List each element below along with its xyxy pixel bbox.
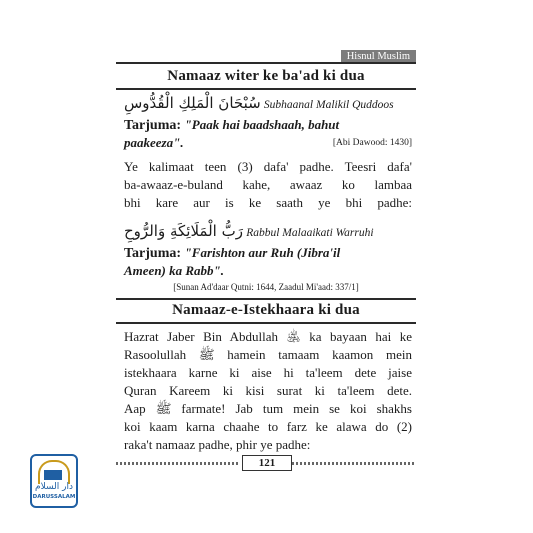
istekhaara-line-7: raka't namaaz padhe, phir ye padhe: <box>124 437 311 452</box>
reference-abi-dawood: [Abi Dawood: 1430] <box>332 138 412 148</box>
dua1-arabic: سُبْحَانَ الْمَلِكِ الْقُدُّوسِ <box>124 94 261 112</box>
body-line-2: ba-awaaz-e-buland kahe, awaaz ko lambaa <box>124 177 412 192</box>
footer-ornament-right <box>292 462 416 465</box>
istekhaara-line-4: Quran Kareem ki kisi surat ki ta'leem dete. <box>124 383 412 398</box>
istekhaara-line-1: Hazrat Jaber Bin Abdullah ﵁ ka bayaan hai ke <box>124 329 412 344</box>
tarjuma1-text1: "Paak hai baadshaah, bahut <box>184 117 340 132</box>
logo-arabic-text: دار السلام <box>35 482 73 492</box>
dua1-line <box>124 94 412 114</box>
tarjuma1-text2: paakeeza". <box>124 135 184 150</box>
istekhaara-line-6: koi kaam karna chaahe to farz ke alawa do (2) <box>124 419 412 434</box>
header-rule <box>116 62 416 64</box>
section-divider <box>116 298 416 300</box>
body-line-3: bhi kare aur is ke saath ye bhi padhe: <box>124 195 412 210</box>
tarjuma2-line2 <box>124 262 412 280</box>
dua1-transliteration: Subhaanal Malikil Quddoos <box>263 99 394 111</box>
publisher-logo <box>30 454 78 508</box>
page-number: 121 <box>242 455 292 471</box>
logo-book-icon <box>44 470 62 480</box>
section-title-witer: Namaaz witer ke ba'ad ki dua <box>167 68 365 84</box>
reference-sunan: [Sunan Ad'daar Qutni: 1644, Zaadul Mi'aad: 337/1] <box>173 282 359 292</box>
body-line-1: Ye kalimaat teen (3) dafa' padhe. Teesri dafa' <box>124 159 412 174</box>
section-title-istekhaara: Namaaz-e-Istekhaara ki dua <box>172 302 360 318</box>
running-header: Hisnul Muslim <box>341 50 416 64</box>
section-divider <box>116 322 416 324</box>
tarjuma2-text2: Ameen) ka Rabb". <box>124 263 225 278</box>
tarjuma2-text1: "Farishton aur Ruh (Jibra'il <box>184 245 341 260</box>
footer-ornament-left <box>116 462 240 465</box>
tarjuma2-line1: Tarjuma: "Farishton aur Ruh (Jibra'il <box>124 245 341 261</box>
section-divider <box>116 88 416 90</box>
istekhaara-line-2: Rasoolullah ﷺ hamein tamaam kaamon mein <box>124 347 412 362</box>
istekhaara-line-3: istekhaara karne ki aise hi ta'leem dete jaise <box>124 365 412 380</box>
dua2-transliteration: Rabbul Malaaikati Warruhi <box>246 227 374 239</box>
logo-text: DARUSSALAM <box>32 494 76 500</box>
tarjuma-label: Tarjuma <box>124 246 177 261</box>
tarjuma1-line1: Tarjuma: "Paak hai baadshaah, bahut <box>124 117 340 133</box>
istekhaara-line-5: Aap ﷺ farmate! Jab tum mein se koi shakhs <box>124 401 412 416</box>
tarjuma-label: Tarjuma <box>124 118 177 133</box>
page-footer <box>116 456 416 470</box>
book-page <box>116 44 416 476</box>
dua2-line <box>124 222 412 242</box>
dua2-arabic: رَبُّ الْمَلَائِكَةِ وَالرُّوحِ <box>124 222 243 240</box>
